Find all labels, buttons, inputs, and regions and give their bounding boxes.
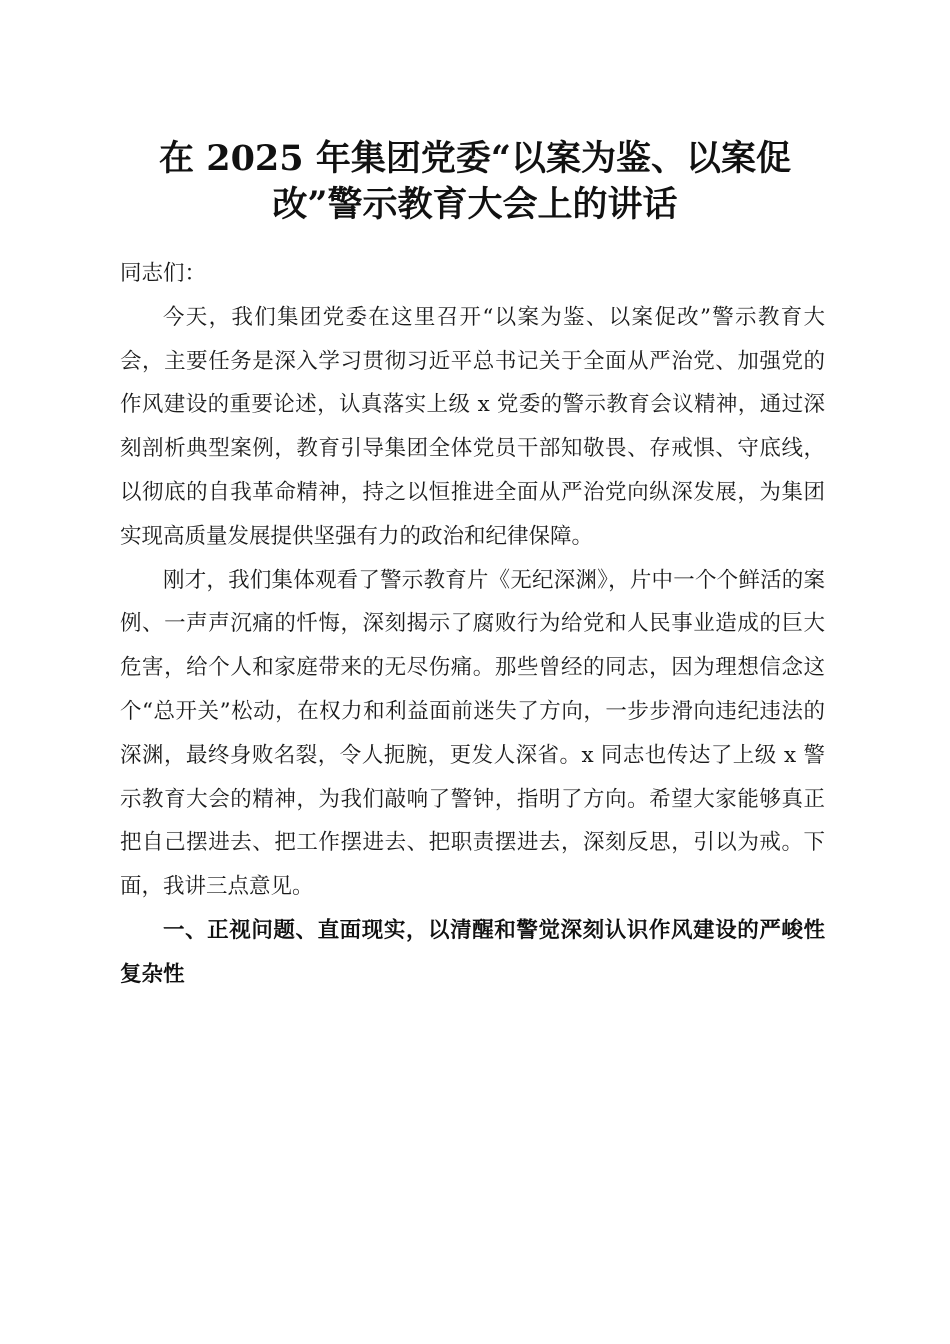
section-heading-1: 一、正视问题、直面现实，以清醒和警觉深刻认识作风建设的严峻性复杂性	[120, 917, 825, 987]
paragraph-film-review: 刚才，我们集体观看了警示教育片《无纪深渊》，片中一个个鲜活的案例、一声声沉痛的忏悔，深刻揭示了腐败行为给党和人民事业造成的巨大危害，给个人和家庭带来的无尽伤痛。那些曾经的同志，因为理想信念这个“总开关”松动，在权力和利益面前迷失了方向，一步步滑向违纪违法的深渊，最终身败名裂，令人扼腕，更发人深省。x 同志也传达了上级 x 警示教育大会的精神，为我们敲响了警钟，指明了方向。希望大家能够真正把自己摆进去、把工作摆进去、把职责摆进去，深刻反思，引以为戒。下面，我讲三点意见。	[120, 567, 825, 900]
speech-body	[120, 252, 825, 997]
paragraph-opening: 今天，我们集团党委在这里召开“以案为鉴、以案促改”警示教育大会，主要任务是深入学习贯彻习近平总书记关于全面从严治党、加强党的作风建设的重要论述，认真落实上级 x 党委的警示教育会议精神，通过深刻剖析典型案例，教育引导集团全体党员干部知敬畏、存戒惧、守底线，以彻底的自我革命精神，持之以恒推进全面从严治党向纵深发展，为集团实现高质量发展提供坚强有力的政治和纪律保障。	[120, 304, 825, 549]
page-title	[100, 136, 850, 228]
title-line-1: 在 2025 年集团党委“以案为鉴、以案促	[159, 138, 791, 179]
salutation: 同志们：	[120, 261, 207, 286]
title-line-2: 改”警示教育大会上的讲话	[272, 184, 678, 225]
